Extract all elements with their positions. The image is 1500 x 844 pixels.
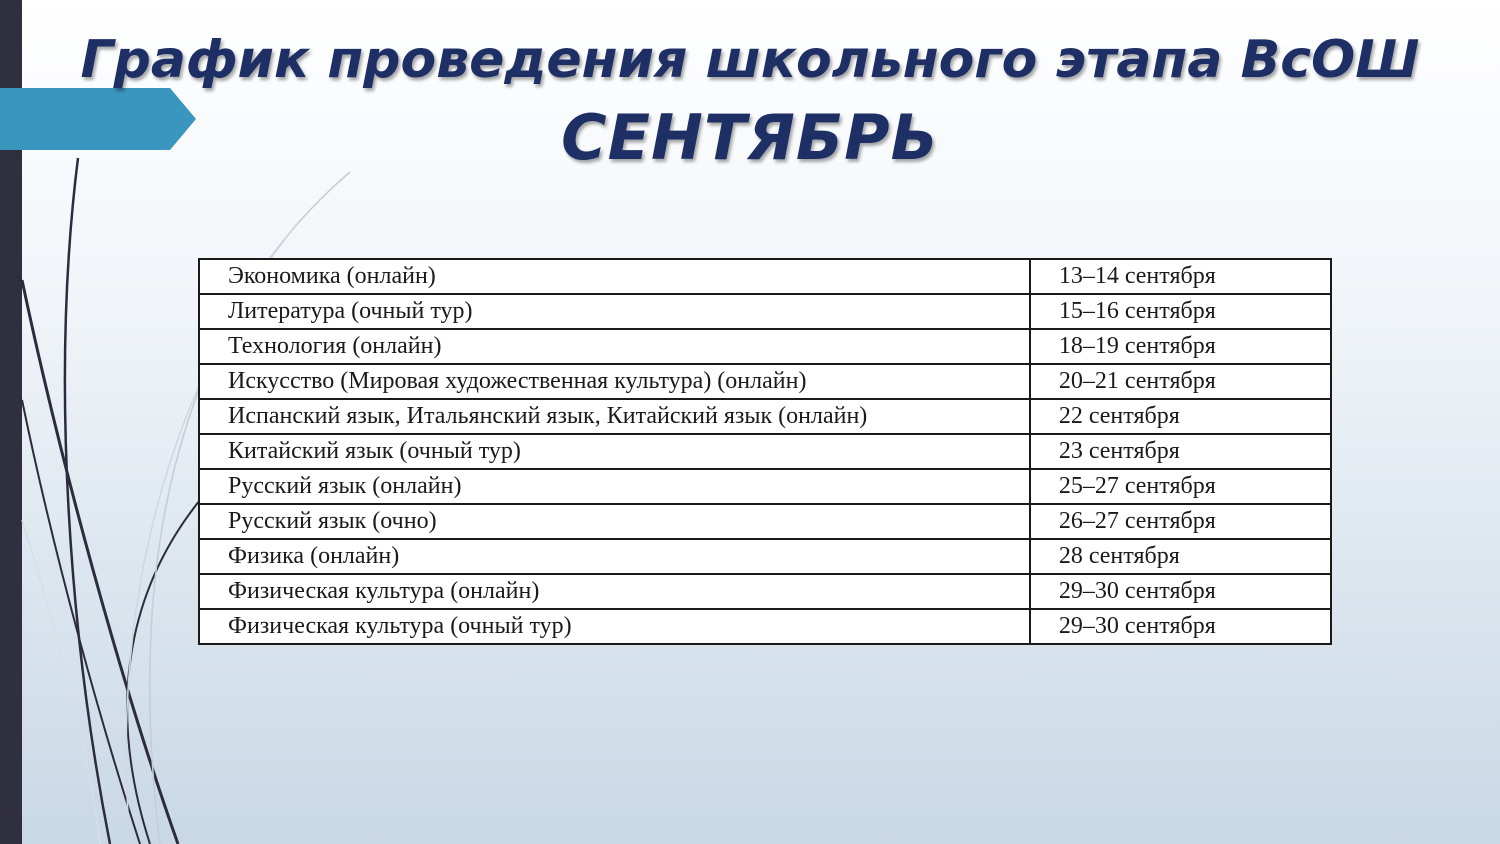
subject-cell: Технология (онлайн) <box>199 329 1030 364</box>
table-row <box>199 329 1331 364</box>
table-row <box>199 609 1331 644</box>
table-row <box>199 434 1331 469</box>
date-cell: 20–21 сентября <box>1030 364 1331 399</box>
subject-cell: Физическая культура (онлайн) <box>199 574 1030 609</box>
table-row <box>199 469 1331 504</box>
date-cell: 15–16 сентября <box>1030 294 1331 329</box>
subject-cell: Экономика (онлайн) <box>199 259 1030 294</box>
subject-cell: Физическая культура (очный тур) <box>199 609 1030 644</box>
table-row <box>199 504 1331 539</box>
date-cell: 13–14 сентября <box>1030 259 1331 294</box>
date-cell: 29–30 сентября <box>1030 574 1331 609</box>
table-row <box>199 364 1331 399</box>
table-row <box>199 399 1331 434</box>
date-cell: 18–19 сентября <box>1030 329 1331 364</box>
table-row <box>199 259 1331 294</box>
page-subtitle-month: СЕНТЯБРЬ <box>561 101 939 174</box>
date-cell: 26–27 сентября <box>1030 504 1331 539</box>
subject-cell: Искусство (Мировая художественная культура) (онлайн) <box>199 364 1030 399</box>
table-row <box>199 539 1331 574</box>
subject-cell: Физика (онлайн) <box>199 539 1030 574</box>
date-cell: 28 сентября <box>1030 539 1331 574</box>
subject-cell: Испанский язык, Итальянский язык, Китайский язык (онлайн) <box>199 399 1030 434</box>
date-cell: 22 сентября <box>1030 399 1331 434</box>
subject-cell: Китайский язык (очный тур) <box>199 434 1030 469</box>
date-cell: 25–27 сентября <box>1030 469 1331 504</box>
subject-cell: Русский язык (очно) <box>199 504 1030 539</box>
table-row <box>199 574 1331 609</box>
date-cell: 29–30 сентября <box>1030 609 1331 644</box>
table-row <box>199 294 1331 329</box>
date-cell: 23 сентября <box>1030 434 1331 469</box>
subject-cell: Литература (очный тур) <box>199 294 1030 329</box>
subject-cell: Русский язык (онлайн) <box>199 469 1030 504</box>
schedule-table <box>198 258 1332 645</box>
page-title: График проведения школьного этапа ВсОШ <box>80 30 1420 90</box>
